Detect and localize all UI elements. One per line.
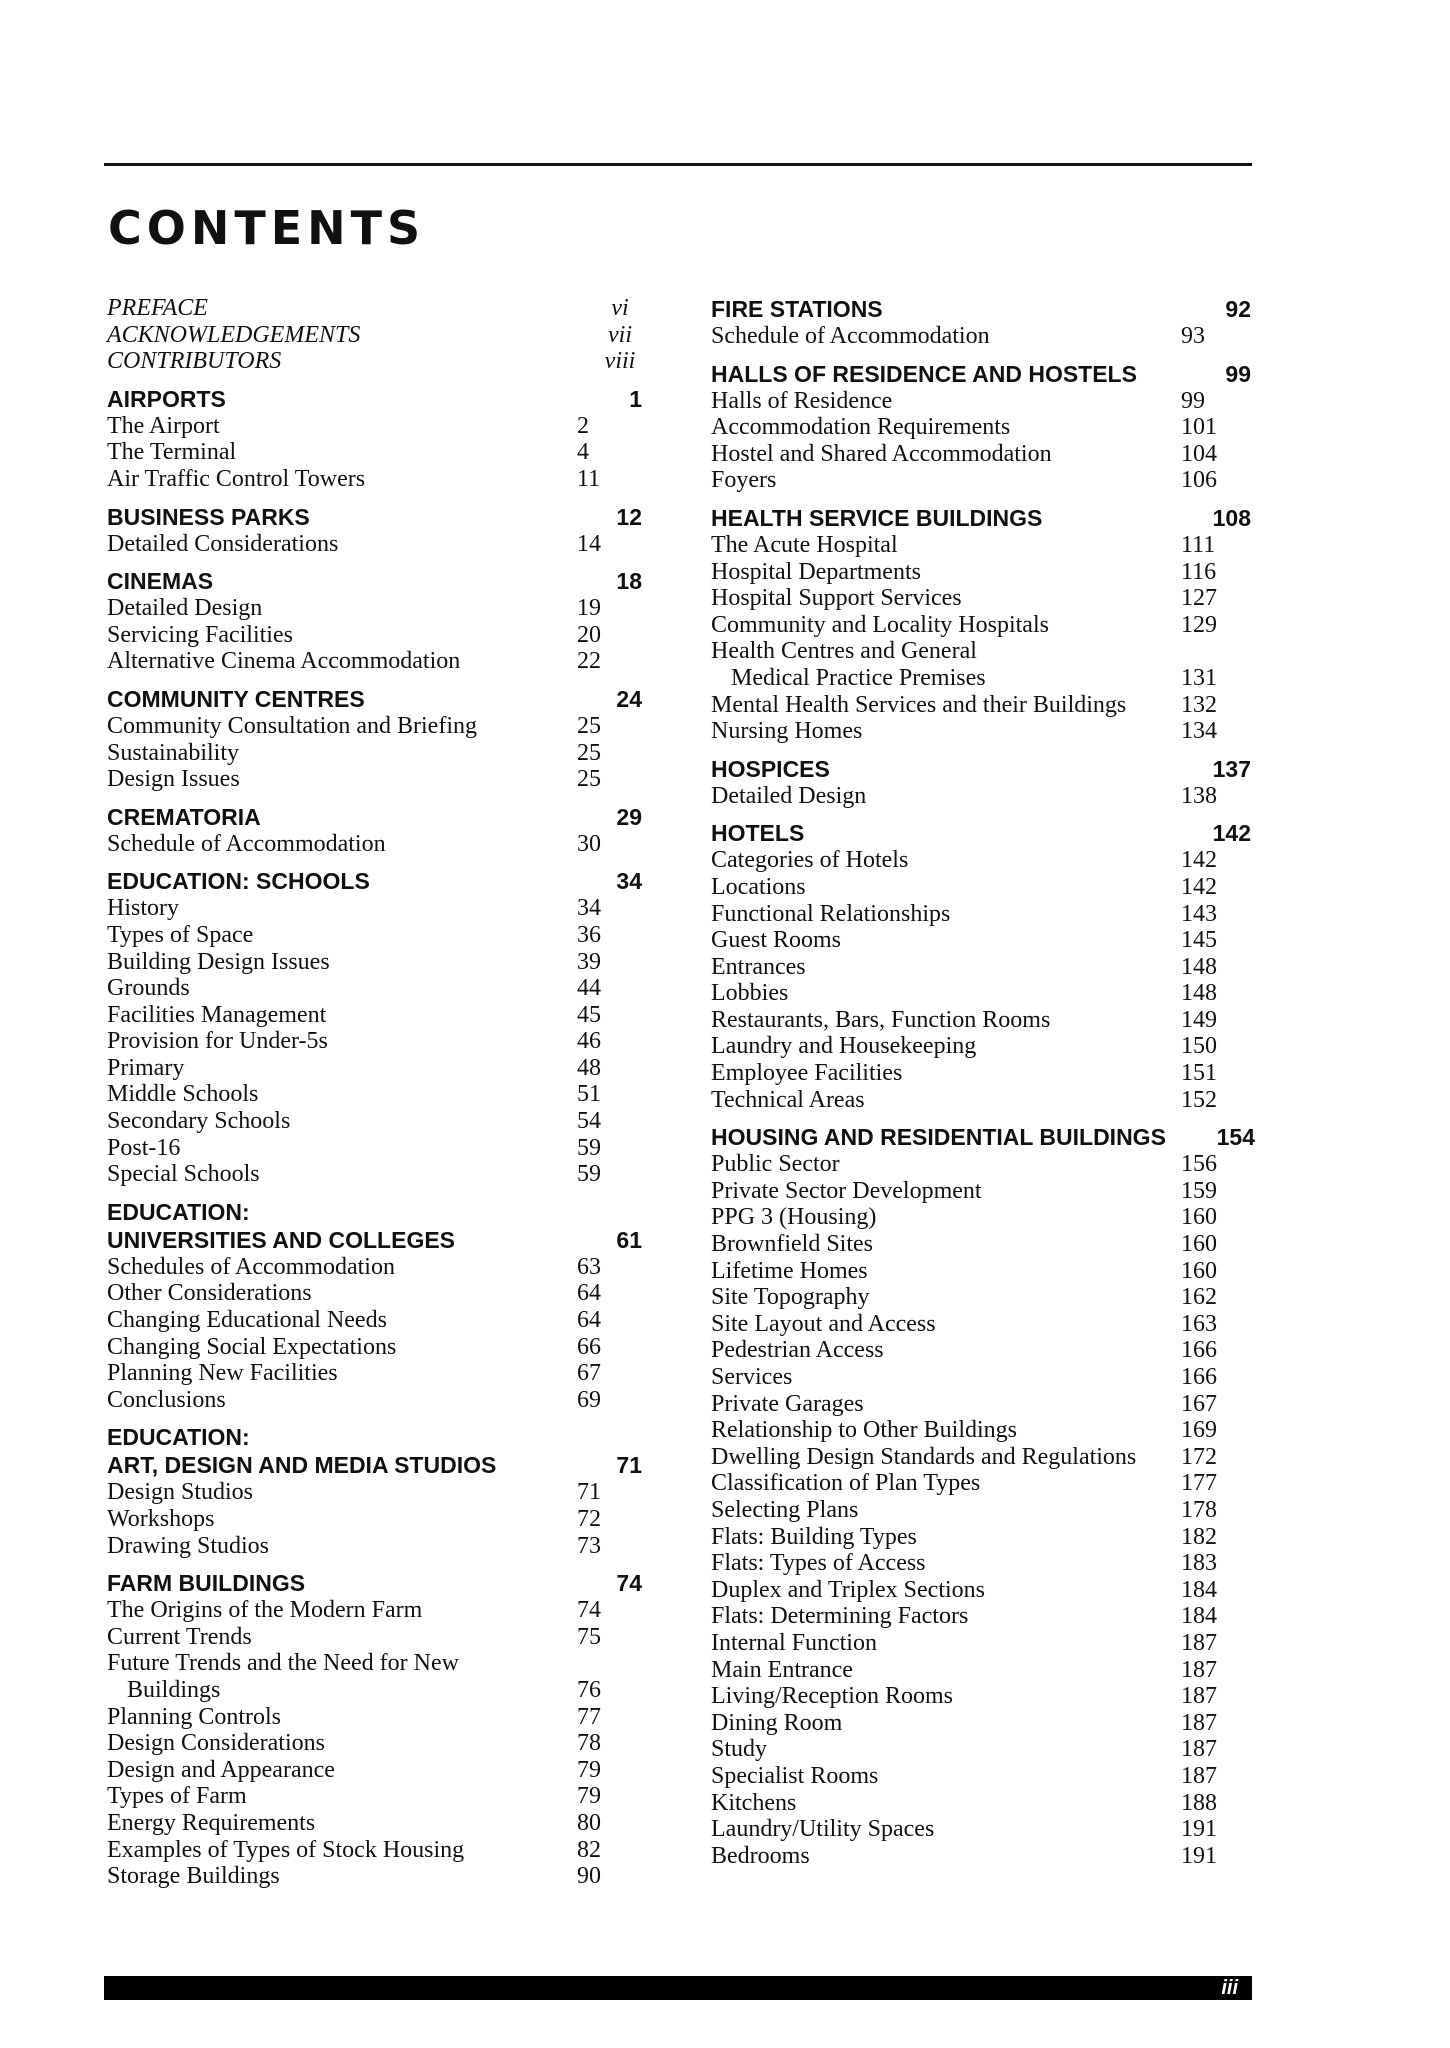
toc-entry[interactable]: Energy Requirements 80 [107, 1809, 601, 1836]
toc-entry[interactable]: Building Design Issues 39 [107, 948, 601, 975]
toc-entry[interactable]: Flats: Determining Factors 184 [711, 1603, 1217, 1630]
toc-entry[interactable]: Hospital Support Services 127 [711, 585, 1217, 612]
toc-section [711, 819, 1256, 1113]
toc-entry[interactable]: Middle Schools 51 [107, 1081, 601, 1108]
toc-entry[interactable]: Nursing Homes 134 [711, 718, 1217, 745]
footer-bar [104, 1976, 1252, 2000]
toc-entry[interactable]: Current Trends 75 [107, 1623, 601, 1650]
toc-entry[interactable]: Design Issues 25 [107, 766, 601, 793]
toc-section [107, 1198, 647, 1414]
toc-entry[interactable]: Duplex and Triplex Sections 184 [711, 1576, 1217, 1603]
toc-entry[interactable]: History 34 [107, 895, 601, 922]
toc-entry[interactable]: Laundry/Utility Spaces 191 [711, 1816, 1217, 1843]
toc-entry[interactable]: Study 187 [711, 1736, 1217, 1763]
toc-entry[interactable]: Halls of Residence 99 [711, 387, 1205, 414]
toc-entry[interactable]: Guest Rooms 145 [711, 927, 1217, 954]
section-heading[interactable]: HOTELS 142 [711, 820, 1251, 847]
toc-entry[interactable]: Examples of Types of Stock Housing 82 [107, 1836, 601, 1863]
toc-entry[interactable]: The Terminal 4 [107, 439, 589, 466]
toc-entry[interactable]: Specialist Rooms 187 [711, 1762, 1217, 1789]
toc-entry[interactable]: Employee Facilities 151 [711, 1060, 1217, 1087]
toc-section [107, 1423, 647, 1559]
toc-entry[interactable]: Main Entrance 187 [711, 1656, 1217, 1683]
section-heading[interactable]: EDUCATION: SCHOOLS 34 [107, 868, 642, 895]
toc-entry[interactable]: Detailed Considerations 14 [107, 530, 601, 557]
toc-entry[interactable]: Sustainability 25 [107, 739, 601, 766]
toc-entry[interactable]: The Acute Hospital 111 [711, 531, 1216, 558]
toc-entry[interactable]: Health Centres and General [711, 638, 977, 665]
section-heading[interactable]: HOSPICES 137 [711, 755, 1251, 782]
section-heading[interactable]: FARM BUILDINGS 74 [107, 1570, 642, 1597]
toc-entry[interactable]: Community and Locality Hospitals 129 [711, 611, 1217, 638]
section-heading[interactable]: EDUCATION: UNIVERSITIES AND COLLEGES 61 [107, 1198, 642, 1253]
toc-entry[interactable]: Detailed Design 19 [107, 595, 601, 622]
toc-entry[interactable]: Flats: Building Types 182 [711, 1523, 1217, 1550]
toc-entry[interactable]: The Origins of the Modern Farm 74 [107, 1597, 601, 1624]
contents-right-column [711, 295, 1256, 1869]
toc-entry[interactable]: Kitchens 188 [711, 1789, 1217, 1816]
toc-entry[interactable]: Design Studios 71 [107, 1479, 601, 1506]
toc-entry[interactable]: Dining Room 187 [711, 1709, 1217, 1736]
toc-entry[interactable]: Internal Function 187 [711, 1629, 1217, 1656]
toc-entry[interactable]: CONTRIBUTORS viii [107, 348, 636, 375]
toc-entry[interactable]: Private Garages 167 [711, 1390, 1217, 1417]
toc-entry[interactable]: Drawing Studios 73 [107, 1532, 601, 1559]
toc-entry[interactable]: Categories of Hotels 142 [711, 847, 1217, 874]
toc-entry[interactable]: Private Sector Development 159 [711, 1177, 1217, 1204]
toc-entry[interactable]: Mental Health Services and their Buildings 132 [711, 691, 1217, 718]
toc-entry[interactable]: Changing Educational Needs 64 [107, 1307, 601, 1334]
toc-entry[interactable]: The Airport 2 [107, 412, 589, 439]
toc-entry[interactable]: Lifetime Homes 160 [711, 1257, 1217, 1284]
toc-entry[interactable]: Detailed Design 138 [711, 782, 1217, 809]
toc-entry[interactable]: Classification of Plan Types 177 [711, 1470, 1217, 1497]
toc-entry[interactable]: Site Topography 162 [711, 1284, 1217, 1311]
toc-entry[interactable]: Site Layout and Access 163 [711, 1310, 1217, 1337]
toc-entry[interactable]: PREFACE vi [107, 295, 629, 321]
toc-section [107, 867, 647, 1188]
toc-section [107, 1569, 647, 1890]
toc-entry[interactable]: Changing Social Expectations 66 [107, 1333, 601, 1360]
toc-entry[interactable]: Conclusions 69 [107, 1386, 601, 1413]
contents-left-column [107, 295, 647, 1890]
toc-entry[interactable]: Primary 48 [107, 1054, 601, 1081]
toc-section [107, 685, 647, 793]
toc-entry[interactable]: Lobbies 148 [711, 980, 1217, 1007]
toc-entry[interactable]: Alternative Cinema Accommodation 22 [107, 648, 601, 675]
toc-entry[interactable]: Schedule of Accommodation 30 [107, 830, 601, 857]
toc-section [711, 295, 1256, 350]
section-heading[interactable]: HEALTH SERVICE BUILDINGS 108 [711, 504, 1251, 531]
toc-entry[interactable]: Design Considerations 78 [107, 1730, 601, 1757]
toc-entry[interactable]: Technical Areas 152 [711, 1086, 1217, 1113]
toc-section [107, 567, 647, 675]
toc-entry[interactable]: Other Considerations 64 [107, 1280, 601, 1307]
section-heading-line2: ART, DESIGN AND MEDIA STUDIOS [107, 1452, 497, 1479]
toc-entry[interactable]: Schedules of Accommodation 63 [107, 1253, 601, 1280]
section-heading[interactable]: HALLS OF RESIDENCE AND HOSTELS 99 [711, 360, 1251, 387]
top-rule [104, 163, 1252, 166]
section-heading[interactable]: CINEMAS 18 [107, 568, 642, 595]
section-heading[interactable]: FIRE STATIONS 92 [711, 296, 1251, 322]
toc-section [107, 803, 647, 858]
toc-section [711, 360, 1256, 494]
page-number: iii [1221, 1977, 1238, 1999]
toc-section [107, 385, 647, 493]
toc-entry[interactable]: Grounds 44 [107, 975, 601, 1002]
toc-section [711, 1123, 1256, 1869]
toc-entry[interactable]: Types of Space 36 [107, 921, 601, 948]
toc-section [711, 755, 1256, 810]
section-heading[interactable]: CREMATORIA 29 [107, 803, 642, 830]
toc-entry[interactable]: Provision for Under-5s 46 [107, 1028, 601, 1055]
toc-entry[interactable]: Foyers 106 [711, 467, 1217, 494]
toc-entry[interactable]: Hospital Departments 116 [711, 558, 1217, 585]
toc-entry[interactable]: Functional Relationships 143 [711, 900, 1217, 927]
toc-entry[interactable]: Flats: Types of Access 183 [711, 1550, 1217, 1577]
toc-entry[interactable]: Facilities Management 45 [107, 1001, 601, 1028]
toc-entry[interactable]: Hostel and Shared Accommodation 104 [711, 440, 1217, 467]
toc-entry[interactable]: Storage Buildings 90 [107, 1863, 601, 1890]
toc-entry[interactable]: Locations 142 [711, 873, 1217, 900]
toc-entry[interactable]: Secondary Schools 54 [107, 1108, 601, 1135]
toc-section [107, 503, 647, 558]
toc-entry[interactable]: Selecting Plans 178 [711, 1496, 1217, 1523]
toc-entry[interactable]: Design and Appearance 79 [107, 1756, 601, 1783]
front-matter [107, 295, 647, 375]
toc-entry[interactable]: Special Schools 59 [107, 1161, 601, 1188]
section-heading[interactable]: AIRPORTS 1 [107, 385, 642, 412]
toc-entry[interactable]: Planning New Facilities 67 [107, 1360, 601, 1387]
section-heading-line1: EDUCATION: [107, 1198, 250, 1225]
toc-entry[interactable]: Servicing Facilities 20 [107, 621, 601, 648]
toc-entry[interactable]: Dwelling Design Standards and Regulations 172 [711, 1443, 1217, 1470]
toc-entry[interactable]: PPG 3 (Housing) 160 [711, 1204, 1217, 1231]
toc-entry[interactable]: ACKNOWLEDGEMENTS vii [107, 321, 632, 348]
section-heading[interactable]: BUSINESS PARKS 12 [107, 503, 642, 530]
toc-entry[interactable]: Medical Practice Premises 131 [731, 664, 1217, 691]
toc-entry[interactable]: Relationship to Other Buildings 169 [711, 1417, 1217, 1444]
toc-entry[interactable]: Types of Farm 79 [107, 1783, 601, 1810]
toc-entry[interactable]: Air Traffic Control Towers 11 [107, 465, 601, 492]
toc-entry[interactable]: Community Consultation and Briefing 25 [107, 712, 601, 739]
toc-entry[interactable]: Pedestrian Access 166 [711, 1337, 1217, 1364]
section-heading-line1: EDUCATION: [107, 1424, 250, 1451]
toc-entry[interactable]: Laundry and Housekeeping 150 [711, 1033, 1217, 1060]
toc-entry[interactable]: Post-16 59 [107, 1134, 601, 1161]
toc-entry[interactable]: Services 166 [711, 1364, 1217, 1390]
toc-entry[interactable]: Accommodation Requirements 101 [711, 414, 1217, 441]
section-heading-line2: UNIVERSITIES AND COLLEGES [107, 1226, 456, 1253]
toc-entry[interactable]: Bedrooms 191 [711, 1842, 1217, 1869]
toc-entry[interactable]: Entrances 148 [711, 953, 1217, 980]
toc-section [711, 504, 1256, 745]
toc-entry[interactable]: Workshops 72 [107, 1506, 601, 1532]
toc-entry[interactable]: Public Sector 156 [711, 1151, 1217, 1178]
toc-entry[interactable]: Restaurants, Bars, Function Rooms 149 [711, 1006, 1217, 1033]
toc-entry[interactable]: Planning Controls 77 [107, 1703, 601, 1730]
page-title: CONTENTS [108, 201, 426, 255]
section-heading[interactable]: COMMUNITY CENTRES 24 [107, 685, 642, 712]
toc-entry[interactable]: Brownfield Sites 160 [711, 1231, 1217, 1258]
toc-entry[interactable]: Living/Reception Rooms 187 [711, 1683, 1217, 1710]
section-heading[interactable]: EDUCATION: ART, DESIGN AND MEDIA STUDIOS 71 [107, 1424, 642, 1479]
toc-entry[interactable]: Schedule of Accommodation 93 [711, 323, 1205, 349]
toc-entry[interactable]: Future Trends and the Need for New [107, 1650, 459, 1677]
toc-entry[interactable]: Buildings 76 [127, 1676, 601, 1703]
section-heading[interactable]: HOUSING AND RESIDENTIAL BUILDINGS 154 [711, 1124, 1255, 1151]
